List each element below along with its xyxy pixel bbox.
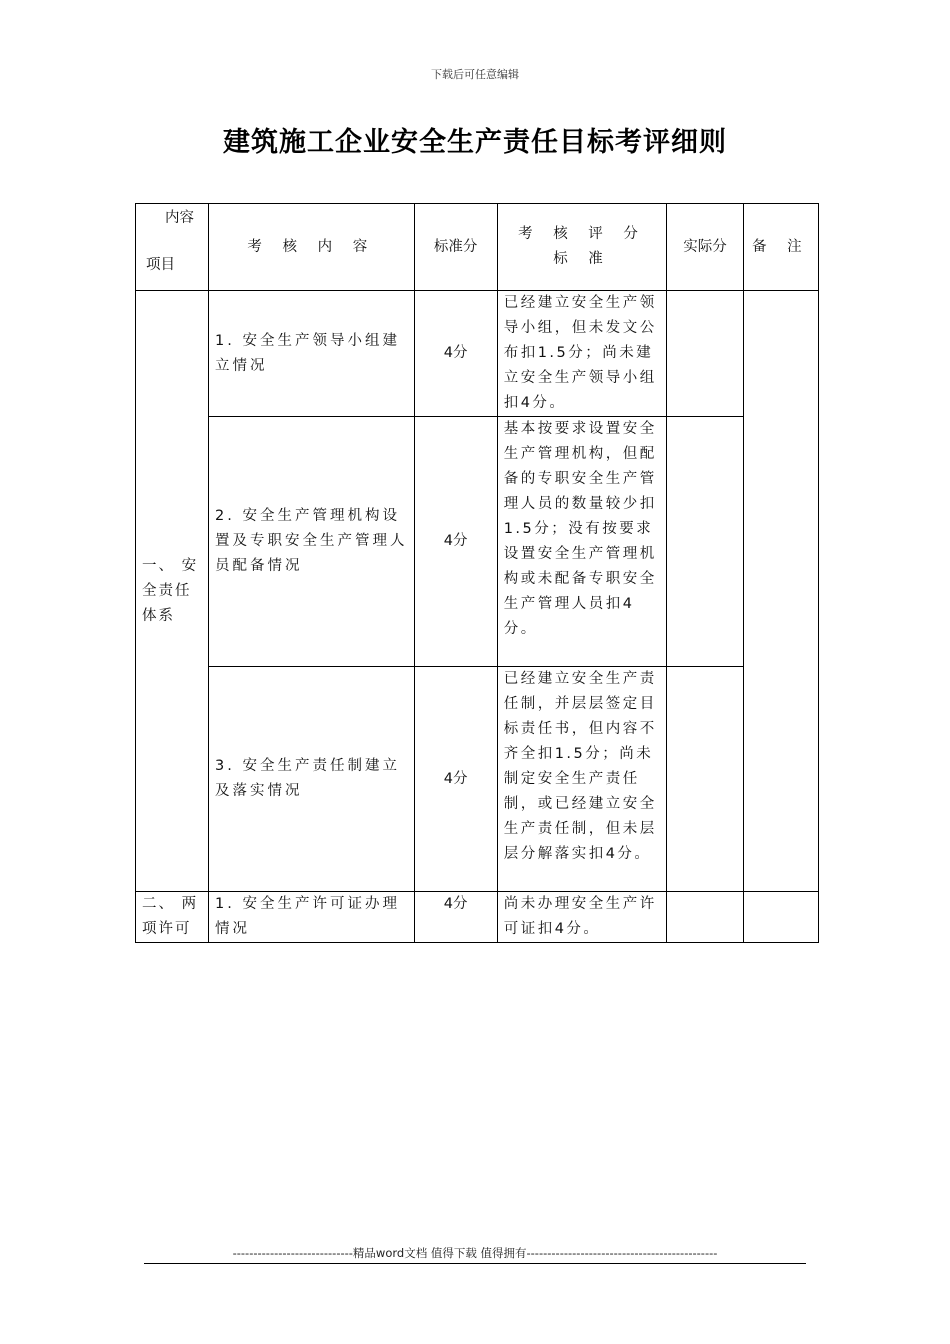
header-standard: 标准分 <box>414 204 497 291</box>
footer-divider <box>144 1263 806 1264</box>
criteria-cell: 基本按要求设置安全生产管理机构，但配备的专职安全生产管理人员的数量较少扣1.5分；没有按要求设置安全生产管理机构或未配备专职安全生产管理人员扣4分。 <box>497 417 667 667</box>
content-cell: 2. 安全生产管理机构设置及专职安全生产管理人员配备情况 <box>209 417 415 667</box>
header-corner-cell <box>136 204 209 291</box>
standard-cell: 4分 <box>414 667 497 892</box>
content-cell: 3. 安全生产责任制建立及落实情况 <box>209 667 415 892</box>
header-remark: 备 注 <box>743 204 818 291</box>
criteria-cell: 尚未办理安全生产许可证扣4分。 <box>497 892 667 943</box>
table-row <box>136 417 819 667</box>
actual-cell[interactable] <box>667 417 743 667</box>
remark-cell[interactable] <box>743 892 818 943</box>
footer-text: -----------------------------精品word文档 值得下载 值得拥有---------------------------------------------- <box>232 1246 718 1260</box>
actual-cell[interactable] <box>667 291 743 417</box>
table-row <box>136 667 819 892</box>
header-criteria: 考 核 评 分 标 准 <box>497 204 667 291</box>
table-row <box>136 291 819 417</box>
document-title: 建筑施工企业安全生产责任目标考评细则 <box>223 127 727 158</box>
header-corner-bottom: 项目 <box>146 257 175 273</box>
actual-cell[interactable] <box>667 892 743 943</box>
header-actual: 实际分 <box>667 204 743 291</box>
criteria-cell: 已经建立安全生产责任制，并层层签定目标责任书，但内容不齐全扣1.5分；尚未制定安全生产责任制，或已经建立安全生产责任制，但未层层分解落实扣4分。 <box>497 667 667 892</box>
content-cell: 1. 安全生产许可证办理情况 <box>209 892 415 943</box>
standard-cell: 4分 <box>414 417 497 667</box>
actual-cell[interactable] <box>667 667 743 892</box>
header-note: 下载后可任意编辑 <box>431 68 519 81</box>
section-label: 二、 两项许可 <box>136 892 209 943</box>
header-corner-top: 内容 <box>165 210 195 226</box>
remark-cell[interactable] <box>743 291 818 892</box>
table-header-row <box>136 204 819 291</box>
section-label: 一、 安全责任体系 <box>136 291 209 892</box>
evaluation-table <box>135 203 819 943</box>
table-row <box>136 892 819 943</box>
standard-cell: 4分 <box>414 291 497 417</box>
standard-cell: 4分 <box>414 892 497 943</box>
header-content: 考 核 内 容 <box>209 204 415 291</box>
content-cell: 1. 安全生产领导小组建立情况 <box>209 291 415 417</box>
criteria-cell: 已经建立安全生产领导小组，但未发文公布扣1.5分；尚未建立安全生产领导小组扣4分。 <box>497 291 667 417</box>
